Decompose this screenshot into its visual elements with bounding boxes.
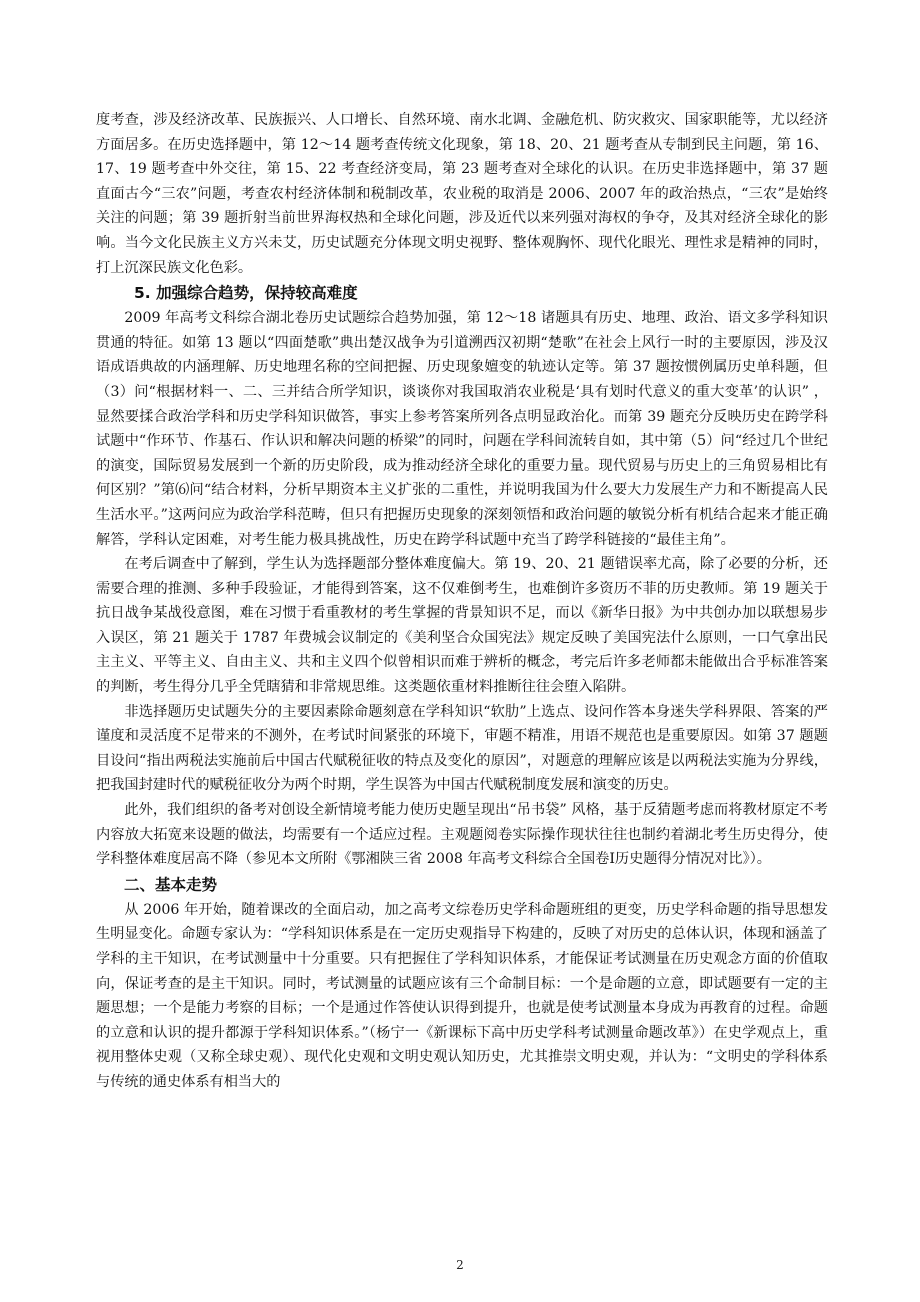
page-body	[96, 108, 828, 1095]
page-number: 2	[456, 1258, 464, 1272]
paragraph-continued: 度考查，涉及经济改革、民族振兴、人口增长、自然环境、南水北调、金融危机、防灾救灾、国家职能等，尤以经济方面居多。在历史选择题中，第 12～14 题考查传统文化现象，第 18、20、21 题考查从专制到民主问题，第 16、17、19 题考查中外交往，第 15、22 考查经济变局，第 23 题考查对全球化的认识。在历史非选择题中，第 37 题直面古今“三农”问题，考查农村经济体制和税制改革，农业税的取消是 2006、2007 年的政治热点，“三农”是始终关注的问题；第 39 题折射当前世界海权热和全球化问题，涉及近代以来列强对海权的争夺，及其对经济全球化的影响。当今文化民族主义方兴未艾，历史试题充分体现文明史视野、整体观胸怀、现代化眼光、理性求是精神的同时，打上沉深民族文化色彩。	[96, 112, 828, 276]
section-heading-basic-trend: 二、基本走势	[124, 875, 218, 894]
section-heading-5: 5. 加强综合趋势，保持较高难度	[134, 284, 358, 303]
paragraph: 此外，我们组织的备考对创设全新情境考能力使历史题呈现出“吊书袋” 风格，基于反猜题考虑而将教材原定不考内容放大拓宽来设题的做法，均需要有一个适应过程。主观题阅卷实际操作现状往往也制约着湖北考生历史得分，使学科整体难度居高不降（参见本文所附《鄂湘陕三省 2008 年高考文科综合全国卷Ⅰ历史题得分情况对比》）。	[96, 802, 828, 868]
paragraph: 2009 年高考文科综合湖北卷历史试题综合趋势加强，第 12～18 诸题具有历史、地理、政治、语文多学科知识贯通的特征。如第 13 题以“四面楚歌”典出楚汉战争为引道溯西汉初期“楚歌”在社会上风行一时的主要原因，涉及汉语成语典故的内涵理解、历史地理名称的空间把握、历史现象嬗变的轨迹认定等。第 37 题按惯例属历史单科题，但（3）问“根据材料一、二、三并结合所学知识，谈谈你对我国取消农业税是‘具有划时代意义的重大变革’的认识” ，显然要揉合政治学科和历史学科知识做答，事实上参考答案所列各点明显政治化。而第 39 题充分反映历史在跨学科试题中“作环节、作基石、作认识和解决问题的桥梁”的同时，问题在学科间流转自如，其中第（5）问“经过几个世纪的演变，国际贸易发展到一个新的历史阶段，成为推动经济全球化的重要力量。现代贸易与历史上的三角贸易相比有何区别？”第⑹问“结合材料，分析早期资本主义扩张的二重性，并说明我国为什么要大力发展生产力和不断提高人民生活水平。”这两问应为政治学科范畴，但只有把握历史现象的深刻领悟和政治问题的敏锐分析有机结合起来才能正确解答，学科认定困难，对考生能力极具挑战性，历史在跨学科试题中充当了跨学科链接的“最佳主角”。	[96, 310, 828, 548]
paragraph: 在考后调查中了解到，学生认为选择题部分整体难度偏大。第 19、20、21 题错误率尤高，除了必要的分析，还需要合理的推测、多种手段验证，才能得到答案，这不仅难倒考生，也难倒许多资历不菲的历史教师。第 19 题关于抗日战争某战役意图，难在习惯于看重教材的考生掌握的背景知识不足，而以《新华日报》为中共创办加以联想易步入误区，第 21 题关于 1787 年费城会议制定的《美利坚合众国宪法》规定反映了美国宪法什么原则，一口气拿出民主主义、平等主义、自由主义、共和主义四个似曾相识而难于辨析的概念，考完后许多老师都未能做出合乎标准答案的判断，考生得分几乎全凭瞎猜和非常规思维。这类题依重材料推断往往会堕入陷阱。	[96, 556, 828, 696]
paragraph: 从 2006 年开始，随着课改的全面启动，加之高考文综卷历史学科命题班组的更变，历史学科命题的指导思想发生明显变化。命题专家认为：“学科知识体系是在一定历史观指导下构建的，反映了对历史的总体认识，体现和涵盖了学科的主干知识，在考试测量中十分重要。只有把握住了学科知识体系，才能保证考试测量在历史观念方面的价值取向，保证考查的是主干知识。同时，考试测量的试题应该有三个命制目标：一个是命题的立意，即试题要有一定的主题思想；一个是能力考察的目标；一个是通过作答使认识得到提升，也就是使考试测量本身成为再教育的过程。命题的立意和认识的提升都源于学科知识体系。”（杨宁一《新课标下高中历史学科考试测量命题改革》）在史学观点上，重视用整体史观（又称全球史观）、现代化史观和文明史观认知历史，尤其推崇文明史观，并认为：“文明史的学科体系与传统的通史体系有相当大的	[96, 901, 828, 1090]
paragraph: 非选择题历史试题失分的主要因素除命题刻意在学科知识“软肋”上选点、设问作答本身迷失学科界限、答案的严谨度和灵活度不足带来的不测外，在考试时间紧张的环境下，审题不精准，用语不规范也是重要原因。如第 37 题题目设问“指出两税法实施前后中国古代赋税征收的特点及变化的原因”，对题意的理解应该是以两税法实施为分界线，把我国封建时代的赋税征收分为两个时期，学生误答为中国古代赋税制度发展和演变的历史。	[96, 703, 828, 794]
